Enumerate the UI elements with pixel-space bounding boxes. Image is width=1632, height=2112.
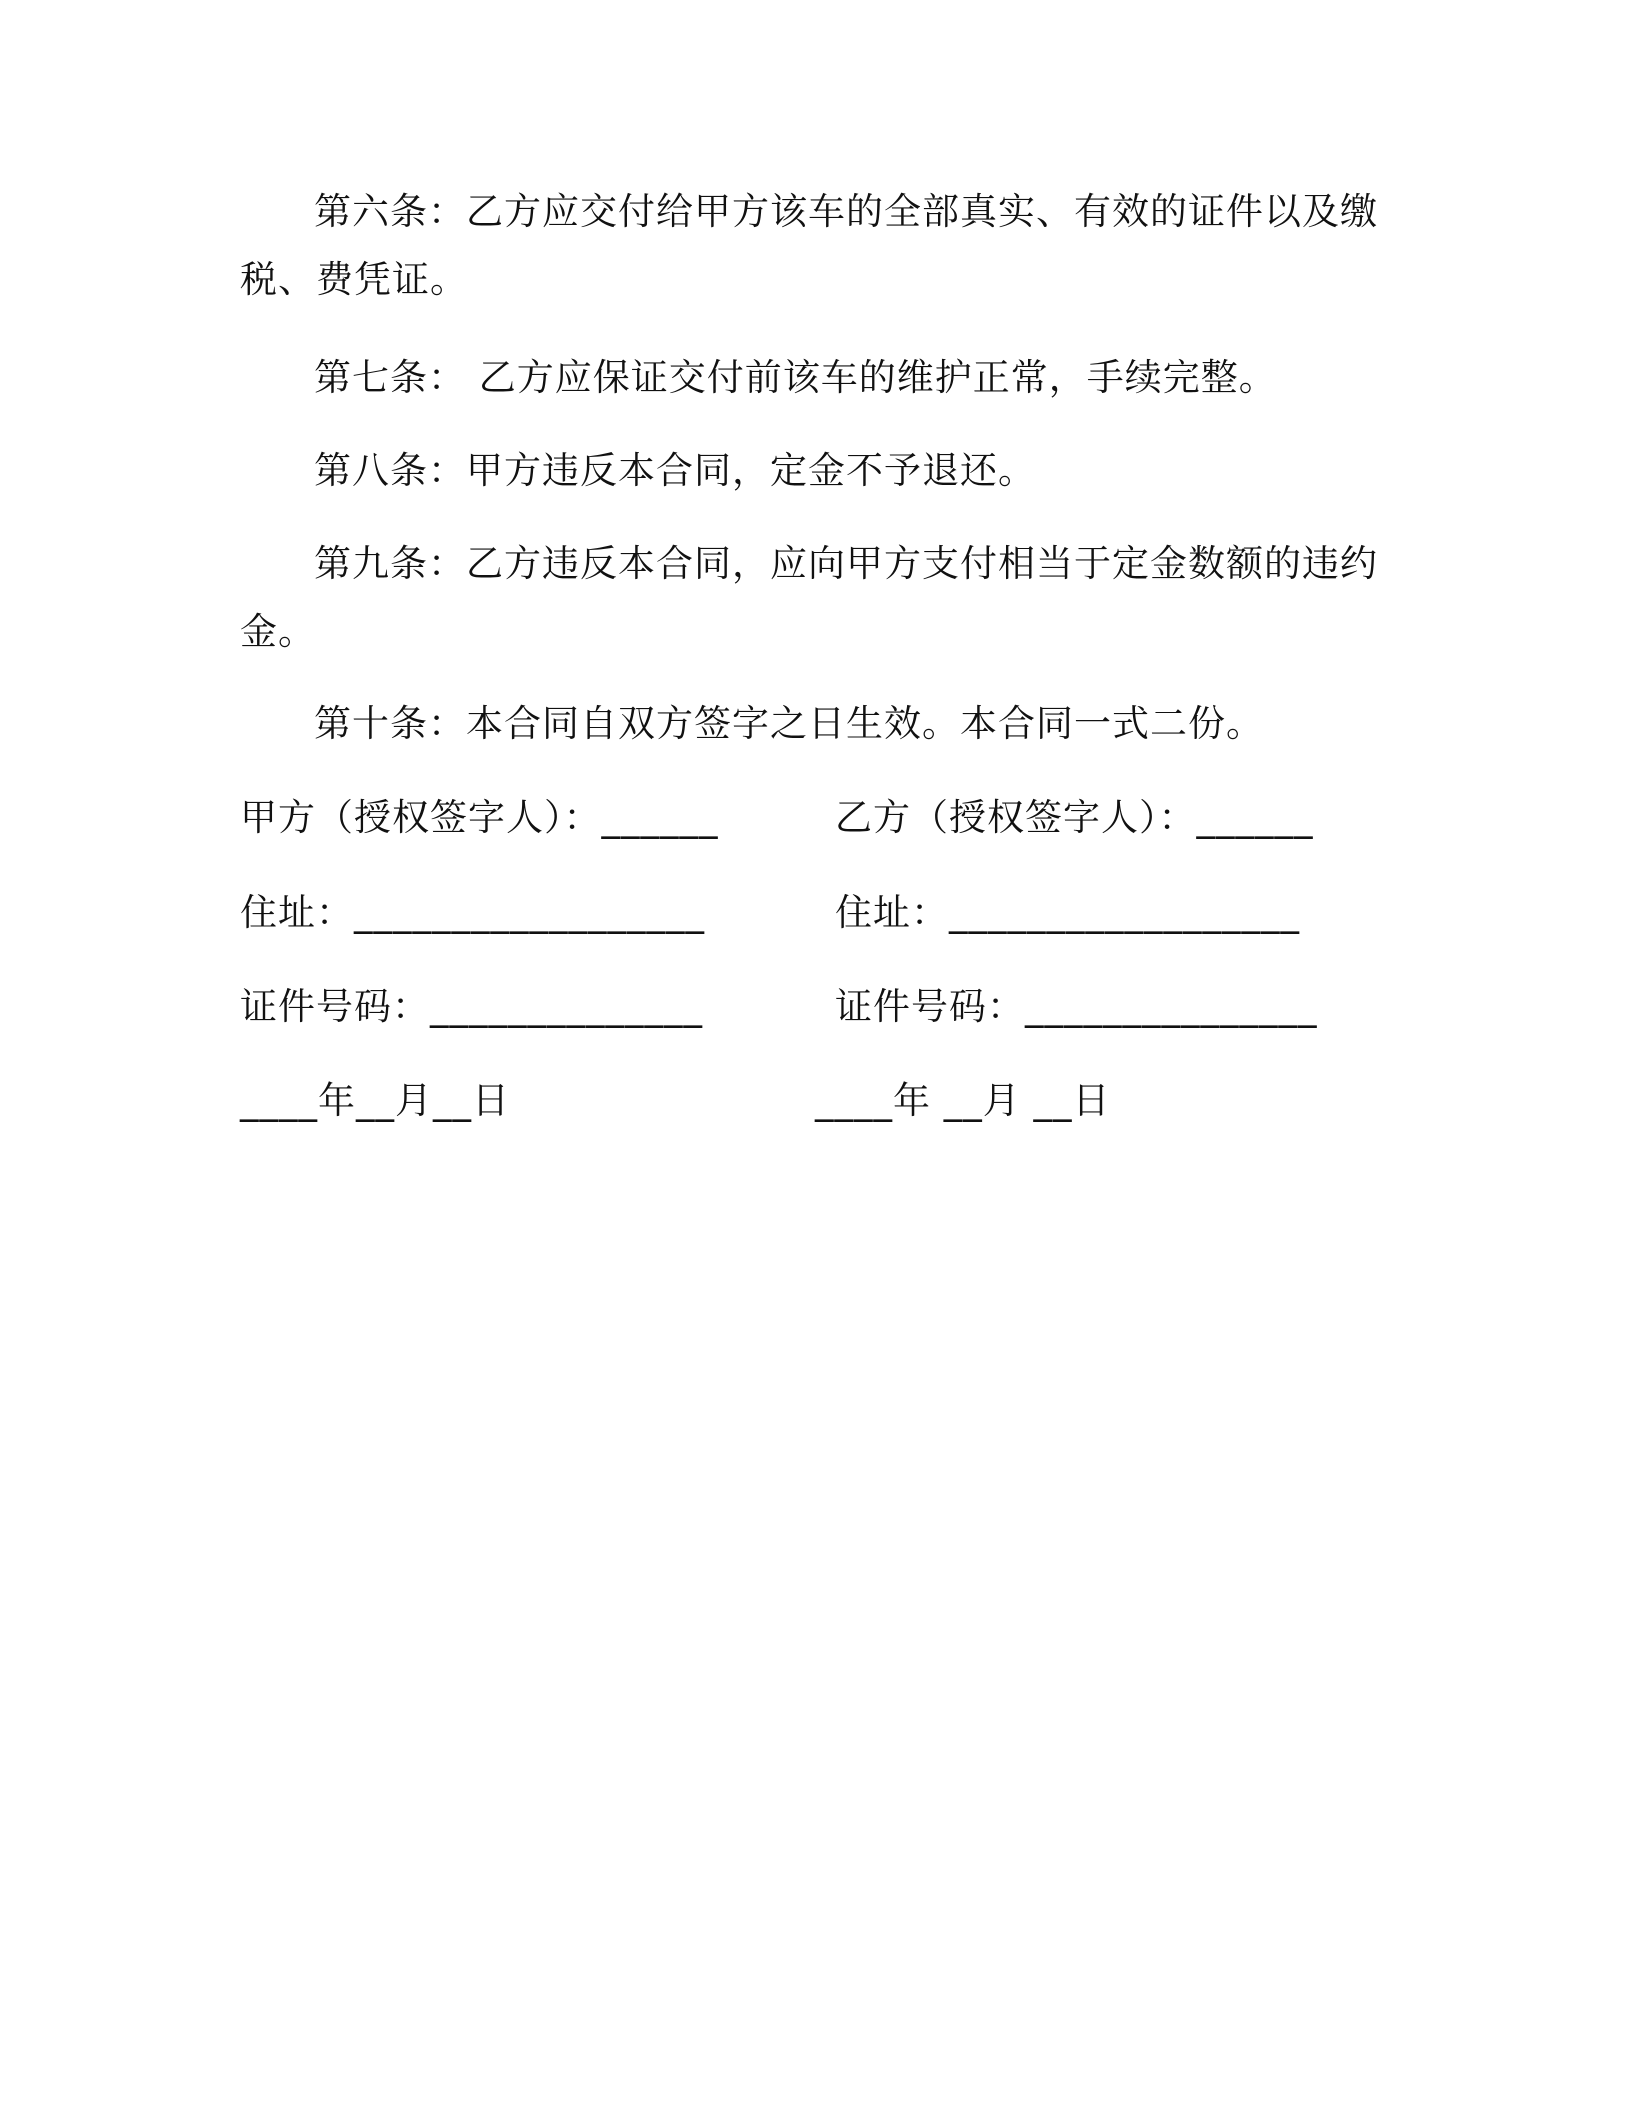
party-a-address: 住址：__________________ bbox=[240, 891, 705, 934]
address-row bbox=[240, 888, 1400, 938]
article-7: 第七条： 乙方应保证交付前该车的维护正常，手续完整。 bbox=[314, 356, 1277, 399]
article-8: 第八条：甲方违反本合同，定金不予退还。 bbox=[314, 449, 1036, 492]
article-6: 第六条：乙方应交付给甲方该车的全部真实、有效的证件以及缴税、费凭证。 bbox=[240, 190, 1378, 301]
article-9: 第九条：乙方违反本合同，应向甲方支付相当于定金数额的违约金。 bbox=[240, 542, 1378, 653]
party-b-date: ____年 __月 __日 bbox=[815, 1079, 1111, 1122]
party-b-id-number: 证件号码：_______________ bbox=[835, 985, 1318, 1028]
article-10: 第十条：本合同自双方签字之日生效。本合同一式二份。 bbox=[314, 702, 1264, 745]
signatory-row bbox=[240, 793, 1400, 843]
party-a-id-number: 证件号码：______________ bbox=[240, 985, 703, 1028]
party-b-address: 住址：__________________ bbox=[835, 891, 1300, 934]
party-a-signatory: 甲方（授权签字人）：______ bbox=[240, 796, 719, 839]
party-a-date: ____年__月__日 bbox=[240, 1079, 510, 1122]
party-b-signatory: 乙方（授权签字人）：______ bbox=[835, 796, 1314, 839]
id-number-row bbox=[240, 982, 1400, 1032]
date-row bbox=[240, 1076, 1400, 1126]
